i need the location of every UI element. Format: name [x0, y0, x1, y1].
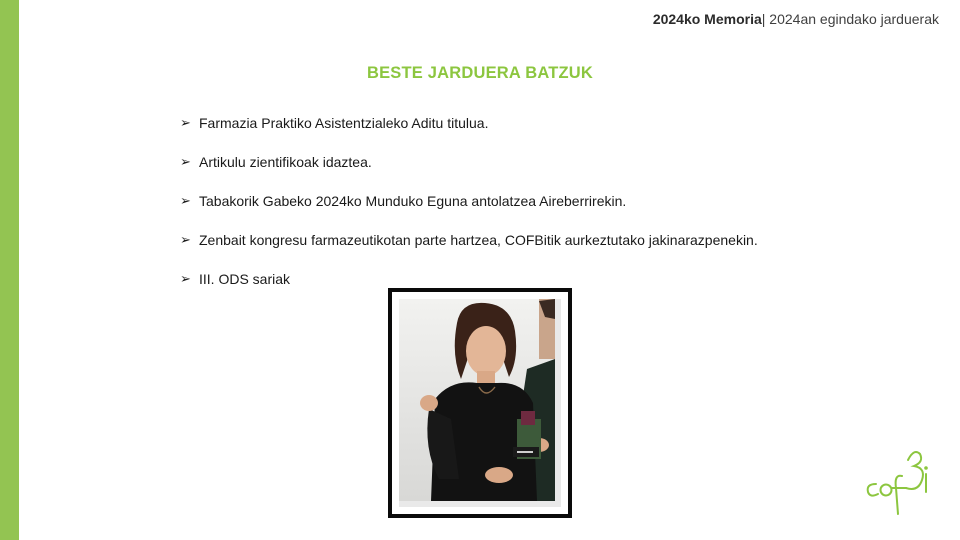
arrowhead-bullet-icon: ➢ — [180, 271, 191, 286]
list-item — [180, 191, 780, 211]
arrowhead-bullet-icon: ➢ — [180, 154, 191, 169]
list-item-text: Zenbait kongresu farmazeutikotan parte hartzea, COFBitik aurkeztutako jakinarazpenekin. — [199, 232, 758, 248]
page-header — [653, 11, 939, 27]
list-item — [180, 152, 780, 172]
activity-list — [180, 113, 780, 308]
award-photo-frame — [388, 288, 572, 518]
arrowhead-bullet-icon: ➢ — [180, 193, 191, 208]
list-item — [180, 269, 780, 289]
cofbi-logo-icon — [862, 440, 934, 518]
award-photo — [399, 299, 561, 507]
header-doc-name: 2024ko Memoria — [652, 11, 762, 27]
header-subtitle: 2024an egindako jarduerak — [769, 11, 939, 27]
list-item-text: Farmazia Praktiko Asistentzialeko Aditu titulua. — [199, 115, 489, 131]
list-item — [180, 230, 780, 250]
list-item-text: Tabakorik Gabeko 2024ko Munduko Eguna antolatzea Aireberrirekin. — [199, 193, 627, 209]
cofbi-logo — [862, 440, 934, 518]
page-title: BESTE JARDUERA BATZUK — [366, 64, 594, 82]
photo-mat — [392, 292, 568, 514]
list-item — [180, 113, 780, 133]
arrowhead-bullet-icon: ➢ — [180, 232, 191, 247]
list-item-text: III. ODS sariak — [199, 271, 291, 287]
photo-illustration — [399, 299, 555, 501]
arrowhead-bullet-icon: ➢ — [180, 115, 191, 130]
header-separator: | — [761, 11, 766, 27]
list-item-text: Artikulu zientifikoak idaztea. — [199, 154, 372, 170]
